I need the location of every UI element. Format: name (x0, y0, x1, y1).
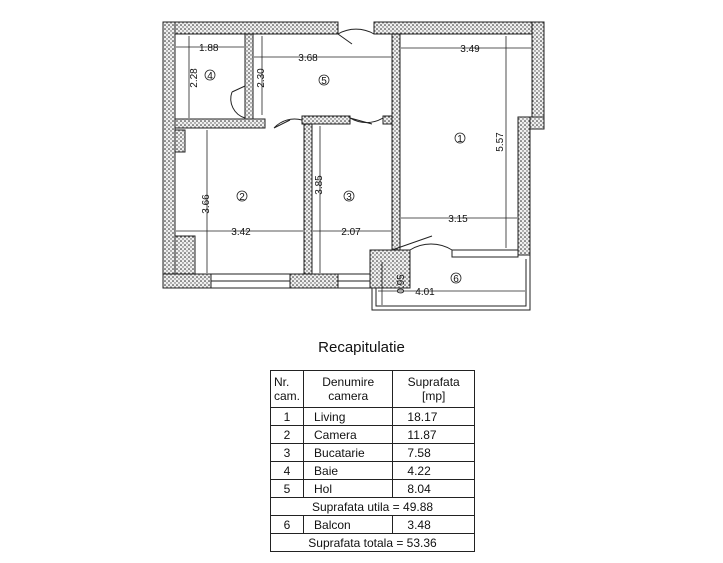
row-area: 8.04 (393, 480, 475, 498)
room-number-3: 3 (346, 192, 352, 203)
recap-table (270, 370, 475, 552)
table-row (271, 426, 475, 444)
windows (211, 250, 518, 288)
dim-bucatarie-width: 2.07 (341, 227, 361, 238)
table-row (271, 516, 475, 534)
dim-hol-width: 1.88 (199, 43, 219, 54)
row-nr: 1 (271, 408, 304, 426)
room-number-4: 4 (207, 71, 213, 82)
table-row (271, 408, 475, 426)
row-nr: 2 (271, 426, 304, 444)
header-denumire (304, 371, 393, 408)
dim-living-lower-width: 3.15 (448, 214, 468, 225)
row-name: Camera (304, 426, 393, 444)
row-nr: 3 (271, 444, 304, 462)
row-area: 18.17 (393, 408, 475, 426)
suprafata-utila: Suprafata utila = 49.88 (271, 498, 475, 516)
dim-hol-height: 2.28 (189, 68, 200, 88)
exterior-walls (163, 22, 544, 288)
dim-corridor-width: 3.68 (298, 53, 318, 64)
dim-camera-width: 3.42 (231, 227, 251, 238)
dim-bucatarie-height: 3.85 (314, 175, 325, 195)
table-row (271, 480, 475, 498)
row-nr: 4 (271, 462, 304, 480)
row-nr: 6 (271, 516, 304, 534)
room-number-1: 1 (457, 134, 463, 145)
header-nr-text: Nr. cam. (274, 375, 301, 403)
room-markers (205, 70, 465, 283)
row-area: 11.87 (393, 426, 475, 444)
row-name: Baie (304, 462, 393, 480)
dim-living-width: 3.49 (460, 44, 480, 55)
table-row (271, 462, 475, 480)
dim-living-height: 5.57 (495, 132, 506, 152)
table-row (271, 444, 475, 462)
suprafata-utila-row (271, 498, 475, 516)
recap-header-row (271, 371, 475, 408)
row-name: Living (304, 408, 393, 426)
row-area: 4.22 (393, 462, 475, 480)
room-number-5: 5 (321, 76, 327, 87)
suprafata-totala: Suprafata totala = 53.36 (271, 534, 475, 552)
doors (231, 29, 452, 250)
dim-camera-height: 3.66 (201, 194, 212, 214)
header-suprafata (393, 371, 475, 408)
dim-balcon-width: 4.01 (415, 287, 435, 298)
dim-balcon-depth: 0.95 (396, 274, 407, 294)
row-name: Balcon (304, 516, 393, 534)
recap-title: Recapitulatie (318, 339, 405, 356)
room-number-6: 6 (453, 274, 459, 285)
row-name: Hol (304, 480, 393, 498)
row-nr: 5 (271, 480, 304, 498)
row-name: Bucatarie (304, 444, 393, 462)
row-area: 3.48 (393, 516, 475, 534)
room-number-2: 2 (239, 192, 245, 203)
header-suprafata-text: Suprafata [mp] (407, 375, 460, 403)
dimension-lines (176, 36, 531, 305)
header-nr (271, 371, 304, 408)
dim-corridor-height: 2.30 (256, 68, 267, 88)
row-area: 7.58 (393, 444, 475, 462)
header-denumire-text: Denumire camera (322, 375, 375, 403)
suprafata-totala-row (271, 534, 475, 552)
